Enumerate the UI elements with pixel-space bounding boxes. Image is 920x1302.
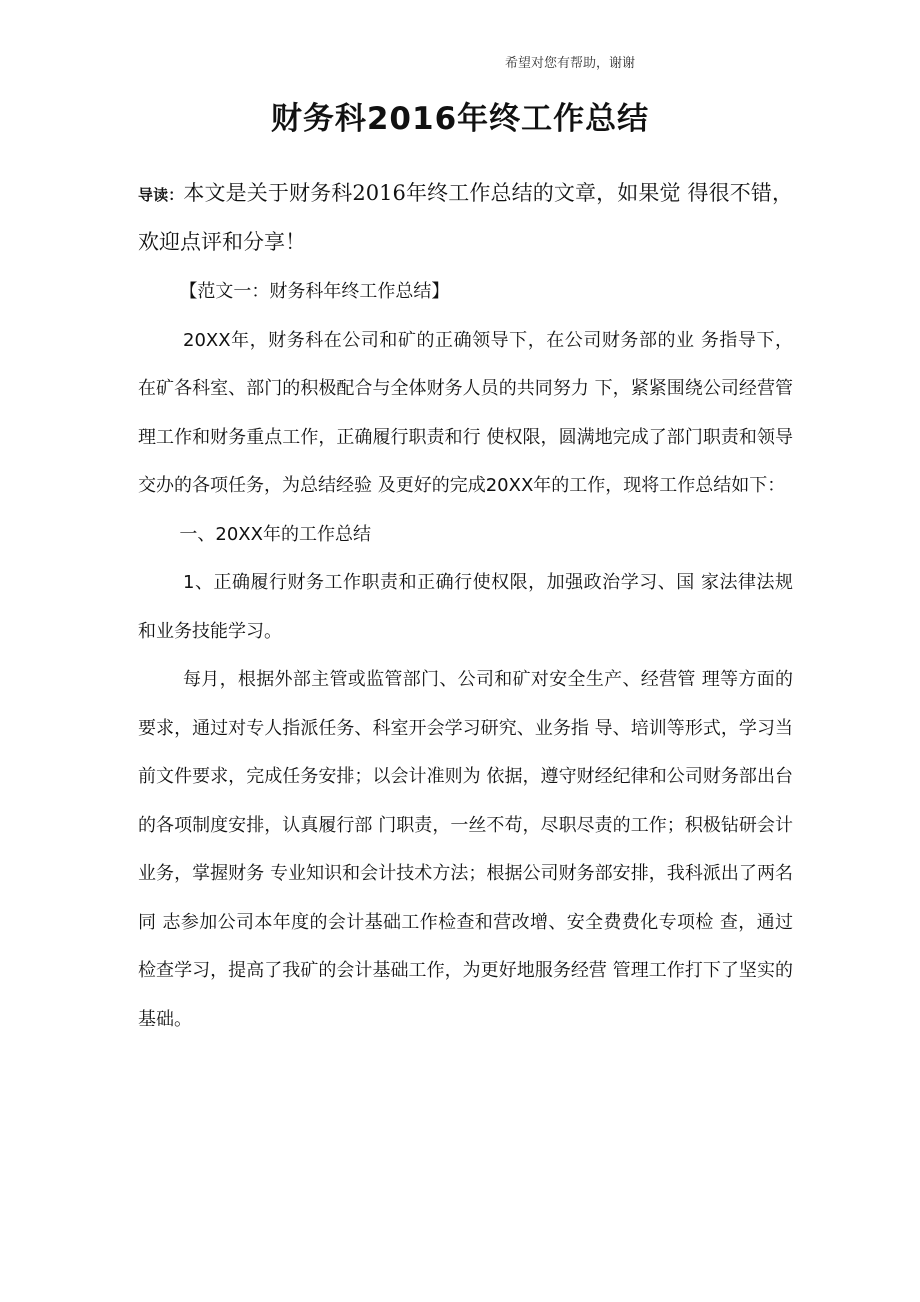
intro-paragraph: [138, 170, 793, 266]
body-paragraph-1: 20XX年，财务科在公司和矿的正确领导下，在公司财务部的业 务指导下，在矿各科室、部门的积极配合与全体财务人员的共同努力 下，紧紧围绕公司经营管理工作和财务重点工作，正确履行职责和行 使权限，圆满地完成了部门职责和领导交办的各项任务，为总结经验 及更好的完成20XX年的工作，现将工作总结如下：: [138, 329, 793, 496]
body-paragraph-2: 每月，根据外部主管或监管部门、公司和矿对安全生产、经营管 理等方面的要求，通过对专人指派任务、科室开会学习研究、业务指 导、培训等形式，学习当前文件要求，完成任务安排；以会计准则为 依据，遵守财经纪律和公司财务部出台的各项制度安排，认真履行部 门职责，一丝不苟，尽职尽责的工作；积极钻研会计业务，掌握财务 专业知识和会计技术方法；根据公司财务部安排，我科派出了两名同 志参加公司本年度的会计基础工作检查和营改增、安全费费化专项检 查，通过检查学习，提高了我矿的会计基础工作，为更好地服务经营 管理工作打下了坚实的基础。: [138, 669, 793, 1030]
section-heading-1: 一、20XX年的工作总结: [179, 523, 371, 545]
document-body: [138, 268, 793, 1044]
sample-heading: 【范文一：财务科年终工作总结】: [179, 281, 450, 302]
header-note: 希望对您有帮助，谢谢: [505, 56, 636, 71]
list-item-1: 1、正确履行财务工作职责和正确行使权限，加强政治学习、国 家法律法规和业务技能学习。: [138, 572, 793, 642]
document-title: 财务科2016年终工作总结: [270, 101, 650, 137]
intro-text: 本文是关于财务科2016年终工作总结的文章，如果觉 得很不错，欢迎点评和分享！: [138, 181, 793, 254]
intro-label: 导读：: [138, 186, 184, 204]
